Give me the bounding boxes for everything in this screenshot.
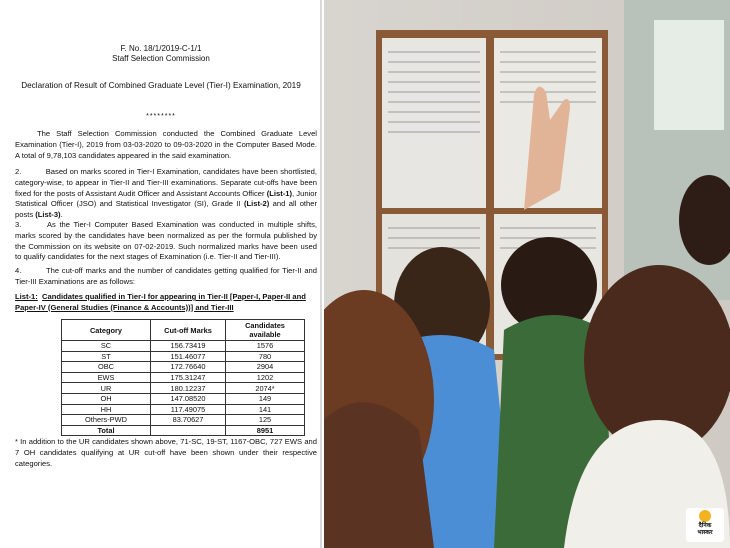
table-cell-candidates: 1202 [226,372,305,383]
paragraph-2-text-b: , Junior Statistical Officer (JSO) and Statistical Investigator (SI), Grade II [15,188,317,209]
cutoff-table [61,319,305,436]
paragraph-1: The Staff Selection Commission conducted the Combined Graduate Level Examination (Tier-I), 2019 from 03-03-2020 to 09-03-2020 in the Computer Based Mode. A total of 9,78,103 candidates appeared in the said examination. [15,129,317,160]
table-total-empty [151,425,226,436]
organization-name: Staff Selection Commission [112,54,210,63]
table-row [62,341,305,352]
table-row [62,383,305,394]
dainik-bhaskar-logo [686,508,724,542]
table-cell-cutoff: 83.70627 [151,415,226,426]
logo-line-1: दैनिक [698,523,712,529]
table-cell-cutoff: 175.31247 [151,372,226,383]
table-header-category: Category [62,320,151,341]
list-1-label: List-1: [15,292,38,301]
logo-line-2: भास्कर [697,530,713,536]
table-cell-category: HH [62,404,151,415]
table-cell-cutoff: 172.76640 [151,362,226,373]
table-cell-candidates: 2074* [226,383,305,394]
separator-stars: ******** [146,113,176,120]
list-3-ref: (List-3) [35,210,61,220]
paragraph-4 [15,266,317,288]
table-row [62,415,305,426]
table-cell-category: UR [62,383,151,394]
table-header-row [62,320,305,341]
result-sheet-1 [382,38,486,208]
table-cell-cutoff: 151.46077 [151,351,226,362]
table-cell-candidates: 2904 [226,362,305,373]
table-cell-category: OH [62,393,151,404]
notice-title: Declaration of Result of Combined Graduate Level (Tier-I) Examination, 2019 [21,81,301,90]
paragraph-2-text-c: and all other posts [15,199,318,220]
table-cell-cutoff: 117.49075 [151,404,226,415]
paragraph-2-text-d: . [60,210,63,220]
table-header-cutoff: Cut-off Marks [151,320,226,341]
table-cell-category: EWS [62,372,151,383]
table-row [62,362,305,373]
table-row [62,404,305,415]
list-2-ref: (List-2) [244,199,270,209]
students-checking-results-photo [324,0,730,548]
list-1-heading-text: Candidates qualified in Tier-I for appearing in Tier-II [Paper-I, Paper-II and Paper-IV (General Studies (Finance & Accounts))] and Tier-III [15,292,306,312]
table-cell-category: SC [62,341,151,352]
table-footnote: * In addition to the UR candidates shown above, 71-SC, 19-ST, 1167-OBC, 727 EWS and 7 OH candidates qualifying at UR cut-off have been shown under their respective categories. [15,437,317,468]
table-cell-candidates: 149 [226,393,305,404]
paragraph-4-text: The cut-off marks and the number of candidates getting qualified for Tier-II and Tier-III Examinations are as follows: [15,266,317,286]
table-row [62,393,305,404]
paragraph-2-text-a: Based on marks scored in Tier-I Examination, candidates have been shortlisted, category-wise, to appear in Tier-II and Tier-III examinations. Separate cut-offs have been fixed for the posts of Assistant Audit Officer and Assistant Accounts Officer [15,167,317,198]
table-total-value: 8951 [226,425,305,436]
table-cell-cutoff: 156.73419 [151,341,226,352]
list-1-heading [15,292,317,313]
result-notice-document [0,0,322,548]
table-cell-candidates: 1576 [226,341,305,352]
paragraph-2-number: 2. [15,167,22,176]
table-cell-candidates: 125 [226,415,305,426]
paragraph-3 [15,220,317,263]
table-header-candidates: Candidates available [226,320,305,341]
table-cell-category: OBC [62,362,151,373]
paragraph-4-number: 4. [15,266,22,275]
table-total-row [62,425,305,436]
table-cell-candidates: 780 [226,351,305,362]
sun-icon [699,510,711,522]
table-cell-candidates: 141 [226,404,305,415]
paragraph-3-text: As the Tier-I Computer Based Examination was conducted in multiple shifts, marks scored by the candidates have been normalized as per the formula published by the Commission on its website on 07-02-2019. Such normalized marks have been used to qualify candidates for the next stages of Examination (i.e. Tier-II and Tier-III). [15,220,317,262]
paragraph-3-number: 3. [15,220,22,229]
table-row [62,372,305,383]
file-number: F. No. 18/1/2019-C-1/1 [120,44,202,53]
table-total-label: Total [62,425,151,436]
table-cell-cutoff: 147.08520 [151,393,226,404]
paragraph-2 [15,167,317,221]
table-row [62,351,305,362]
table-cell-category: Others-PWD [62,415,151,426]
table-cell-category: ST [62,351,151,362]
window-pane [654,20,724,130]
photo-illustration [324,0,730,548]
list-1-ref: (List-1) [266,188,293,198]
table-cell-cutoff: 180.12237 [151,383,226,394]
